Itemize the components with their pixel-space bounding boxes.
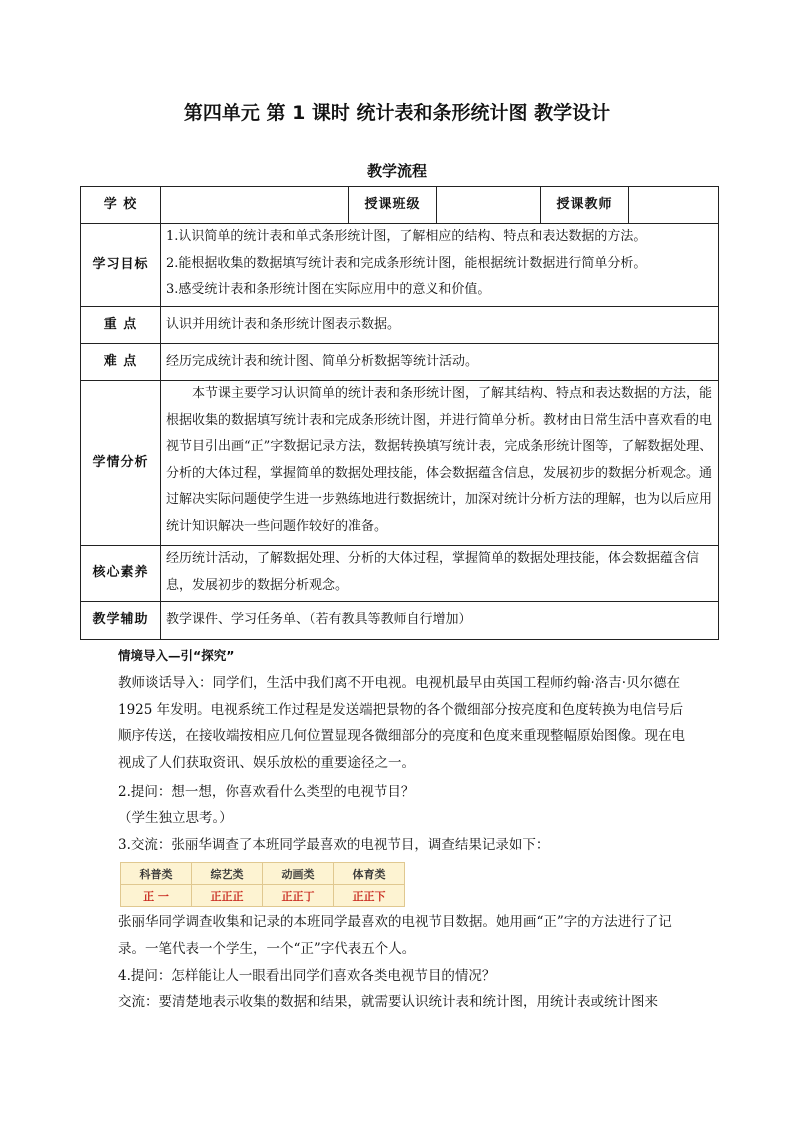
goal-item: 2.能根据收集的数据填写统计表和完成条形统计图，能根据统计数据进行简单分析。 [166, 255, 647, 271]
literacy-text: 经历统计活动，了解数据处理、分析的大体过程，掌握简单的数据处理技能，体会数据蕴含信息，发展初步的数据分析观念。 [161, 546, 719, 602]
goals-cell [161, 224, 719, 307]
survey-tally: 正正下 [334, 885, 405, 907]
intro-heading: 情境导入—引“探究” [118, 648, 235, 663]
aids-text: 教学课件、学习任务单、（若有教具等教师自行增加） [161, 602, 719, 640]
document-title: 第四单元 第 1 课时 统计表和条形统计图 教学设计 [183, 102, 611, 124]
teacher-label: 授课教师 [541, 187, 629, 224]
goal-item: 1.认识简单的统计表和单式条形统计图，了解相应的结构、特点和表达数据的方法。 [166, 229, 647, 244]
survey-tally: 正正正 [192, 885, 263, 907]
survey-tally: 正 ⼀ [121, 885, 192, 907]
class-label: 授课班级 [349, 187, 437, 224]
school-label: 学 校 [81, 187, 161, 224]
lesson-plan-table [80, 186, 719, 640]
difficult-point-label: 难 点 [81, 344, 161, 381]
survey-header: 动画类 [263, 863, 334, 885]
question-2: 2.提问：想一想，你喜欢看什么类型的电视节目？ [118, 784, 415, 800]
key-point-text: 认识并用统计表和条形统计图表示数据。 [161, 307, 719, 344]
key-point-label: 重 点 [81, 307, 161, 344]
literacy-label: 核心素养 [81, 546, 161, 602]
question-2-note: （学生独立思考。） [118, 810, 233, 826]
intro-paragraph: 教师谈话导入：同学们，生活中我们离不开电视。电视机最早由英国工程师约翰·洛吉·贝尔德在 1925 年发明。电视系统工作过程是发送端把景物的各个微细部分按亮度和色度转换为电信号后顺序传送，在接收端按相应几何位置显现各微细部分的亮度和色度来重现整幅原始图像。现在电视成了人们获取资讯、娱乐放松的重要途径之一。 [118, 675, 685, 771]
survey-tally: 正正丁 [263, 885, 334, 907]
section-subtitle: 教学流程 [366, 162, 427, 180]
analysis-text [161, 381, 719, 546]
explain-paragraph: 张丽华同学调查收集和记录的本班同学最喜欢的电视节目数据。她用画“正”字的方法进行了记录。一笔代表一个学生，一个“正”字代表五个人。 [118, 914, 672, 957]
survey-tally-table [120, 862, 405, 907]
school-value[interactable] [161, 187, 349, 224]
aids-label: 教学辅助 [81, 602, 161, 640]
question-3: 3.交流：张丽华调查了本班同学最喜欢的电视节目，调查结果记录如下： [118, 837, 550, 853]
analysis-label: 学情分析 [81, 381, 161, 546]
question-4: 4.提问：怎样能让人一眼看出同学们喜欢各类电视节目的情况？ [118, 968, 496, 984]
goal-item: 3.感受统计表和条形统计图在实际应用中的意义和价值。 [166, 282, 491, 297]
class-value[interactable] [437, 187, 541, 224]
difficult-point-text: 经历完成统计表和统计图、简单分析数据等统计活动。 [161, 344, 719, 381]
teacher-value[interactable] [629, 187, 719, 224]
survey-header: 科普类 [121, 863, 192, 885]
survey-header: 综艺类 [192, 863, 263, 885]
goals-label: 学习目标 [81, 224, 161, 307]
survey-header: 体育类 [334, 863, 405, 885]
analysis-paragraph: 本节课主要学习认识简单的统计表和条形统计图，了解其结构、特点和表达数据的方法，能根据收集的数据填写统计表和完成条形统计图，并进行简单分析。教材由日常生活中喜欢看的电视节目引出画“正”字数据记录方法，数据转换填写统计表，完成条形统计图等，了解数据处理、分析的大体过程，掌握简单的数据处理技能，体会数据蕴含信息，发展初步的数据分析观念。通过解决实际问题使学生进一步熟练地进行数据统计，加深对统计分析方法的理解，也为以后应用统计知识解决一些问题作较好的准备。 [166, 386, 713, 534]
exchange-text: 交流：要清楚地表示收集的数据和结果，就需要认识统计表和统计图，用统计表或统计图来 [118, 994, 658, 1010]
